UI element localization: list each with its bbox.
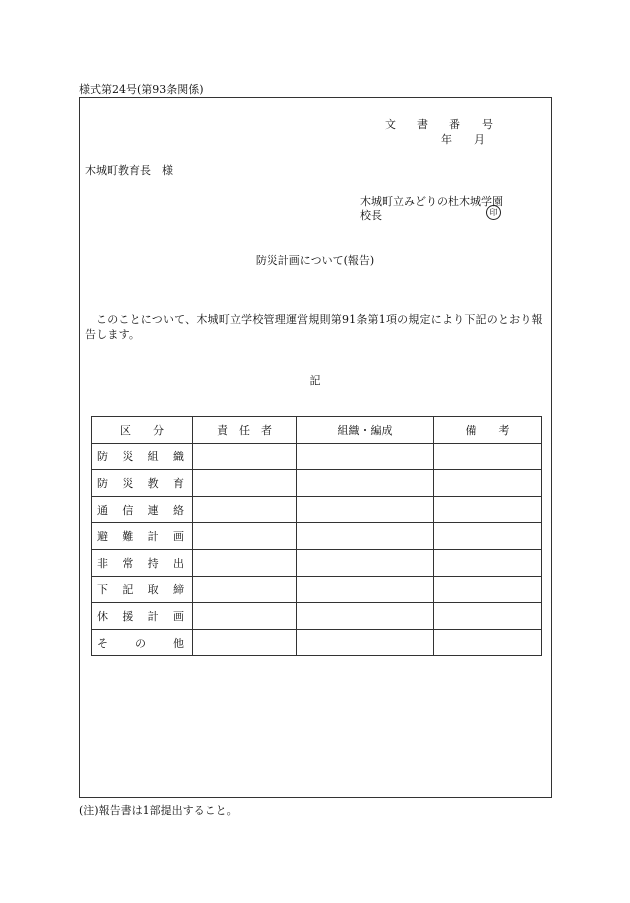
date-line: 年 月 (441, 133, 485, 146)
row-label: 休 援 計 画 (92, 603, 193, 630)
cell-remarks[interactable] (434, 603, 542, 630)
cell-person[interactable] (193, 496, 297, 523)
cell-organization[interactable] (297, 629, 434, 656)
sender-school: 木城町立みどりの杜木城学園 (360, 195, 503, 208)
row-label: 通 信 連 絡 (92, 496, 193, 523)
doc-number-char: 書 (417, 118, 428, 131)
cell-remarks[interactable] (434, 496, 542, 523)
row-label: 非 常 持 出 (92, 549, 193, 576)
table-header-row (92, 417, 542, 444)
sender-title: 校長 (360, 209, 382, 222)
header-person-in-charge: 責 任 者 (193, 417, 297, 444)
table-row (92, 523, 542, 550)
cell-organization[interactable] (297, 496, 434, 523)
cell-organization[interactable] (297, 443, 434, 470)
cell-person[interactable] (193, 523, 297, 550)
header-remarks: 備 考 (434, 417, 542, 444)
cell-organization[interactable] (297, 470, 434, 497)
table-row (92, 603, 542, 630)
cell-remarks[interactable] (434, 629, 542, 656)
header-organization: 組織・編成 (297, 417, 434, 444)
row-label: 防 災 組 織 (92, 443, 193, 470)
report-table (91, 416, 542, 656)
cell-organization[interactable] (297, 523, 434, 550)
table-row (92, 470, 542, 497)
header-category: 区 分 (92, 417, 193, 444)
cell-remarks[interactable] (434, 523, 542, 550)
recipient: 木城町教育長 様 (85, 164, 173, 177)
cell-person[interactable] (193, 629, 297, 656)
table-row (92, 496, 542, 523)
seal-mark: 印 (486, 205, 501, 220)
row-label: 防 災 教 育 (92, 470, 193, 497)
table-row (92, 576, 542, 603)
ki-heading: 記 (309, 374, 321, 387)
cell-remarks[interactable] (434, 576, 542, 603)
cell-organization[interactable] (297, 576, 434, 603)
cell-remarks[interactable] (434, 549, 542, 576)
table-row (92, 629, 542, 656)
cell-remarks[interactable] (434, 470, 542, 497)
cell-person[interactable] (193, 576, 297, 603)
cell-person[interactable] (193, 470, 297, 497)
subject-title: 防災計画について(報告) (255, 254, 375, 267)
body-paragraph: このことについて、木城町立学校管理運営規則第91条第1項の規定により下記のとおり報告します。 (85, 313, 543, 341)
doc-number-char: 番 (449, 118, 460, 131)
footnote: (注)報告書は1部提出すること。 (79, 804, 238, 817)
cell-organization[interactable] (297, 603, 434, 630)
cell-remarks[interactable] (434, 443, 542, 470)
cell-person[interactable] (193, 603, 297, 630)
document-number-label (385, 116, 493, 132)
doc-number-char: 号 (482, 118, 493, 131)
table-row (92, 443, 542, 470)
doc-number-char: 文 (385, 118, 396, 131)
row-label: 下 記 取 締 (92, 576, 193, 603)
row-label: そ の 他 (92, 629, 193, 656)
table-row (92, 549, 542, 576)
form-number-label: 様式第24号(第93条関係) (79, 83, 204, 96)
row-label: 避 難 計 画 (92, 523, 193, 550)
cell-organization[interactable] (297, 549, 434, 576)
cell-person[interactable] (193, 443, 297, 470)
cell-person[interactable] (193, 549, 297, 576)
